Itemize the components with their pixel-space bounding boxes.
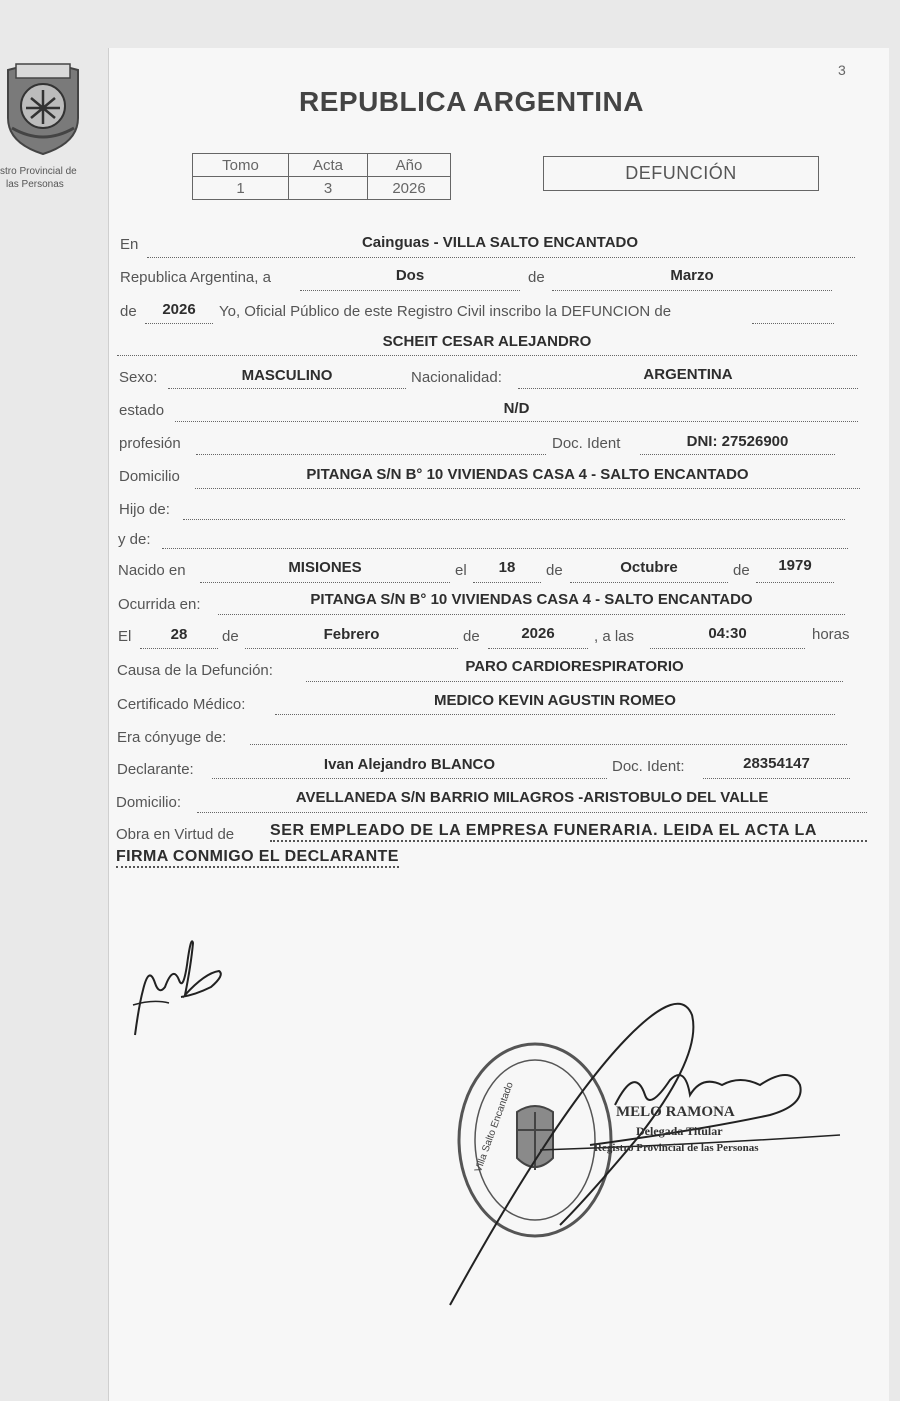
label-domicilio-declarante: Domicilio: xyxy=(116,794,182,811)
field-line-anio xyxy=(145,323,213,324)
value-causa: PARO CARDIORESPIRATORIO xyxy=(465,658,684,675)
field-line-declarante-domicilio xyxy=(197,812,867,813)
field-line-nacido-dia xyxy=(473,582,541,583)
registry-logo xyxy=(0,58,100,198)
label-en: En xyxy=(120,236,139,253)
value-nombre: SCHEIT CESAR ALEJANDRO xyxy=(382,333,592,350)
value-nacido-mes: Octubre xyxy=(620,559,678,576)
label-sexo: Sexo: xyxy=(119,369,158,386)
field-line-declarante xyxy=(212,778,607,779)
field-line-lugar xyxy=(147,257,855,258)
field-line-dia xyxy=(300,290,520,291)
document-type-box: DEFUNCIÓN xyxy=(543,156,819,191)
logo-caption-line2: las Personas xyxy=(6,179,64,190)
label-obra: Obra en Virtud de xyxy=(116,826,235,843)
label-doc-ident-declarante: Doc. Ident: xyxy=(612,758,685,775)
header-tomo: Tomo xyxy=(193,154,289,177)
registry-table xyxy=(192,153,451,200)
label-falle-de2: de xyxy=(463,628,480,645)
field-line-nacido-mes xyxy=(570,582,728,583)
header-anio: Año xyxy=(368,154,451,177)
value-hora: 04:30 xyxy=(708,625,747,642)
label-nacionalidad: Nacionalidad: xyxy=(411,369,502,386)
value-obra-line2: FIRMA CONMIGO EL DECLARANTE xyxy=(116,848,399,868)
field-line-falle-dia xyxy=(140,648,218,649)
field-line-ocurrida xyxy=(218,614,845,615)
document-title: REPUBLICA ARGENTINA xyxy=(299,86,644,117)
field-line-dni xyxy=(640,454,835,455)
label-y-de: y de: xyxy=(118,531,151,548)
label-ocurrida-en: Ocurrida en: xyxy=(118,596,201,613)
field-line-certificado xyxy=(275,714,835,715)
field-line-oficial-tail xyxy=(752,323,834,324)
field-line-hijo-de xyxy=(183,519,845,520)
field-line-y-de xyxy=(162,548,848,549)
label-causa: Causa de la Defunción: xyxy=(117,662,273,679)
stamp-inner-text: Villa Salto Encantado xyxy=(473,1080,516,1174)
field-line-conyuge xyxy=(250,744,847,745)
label-de-anio: de xyxy=(120,303,137,320)
label-profesion: profesión xyxy=(119,435,181,452)
label-hijo-de: Hijo de: xyxy=(119,501,170,518)
label-republica: Republica Argentina, a xyxy=(120,269,271,286)
value-dni: DNI: 27526900 xyxy=(686,433,789,450)
label-el: El xyxy=(118,628,132,645)
logo-caption-line1: stro Provincial de xyxy=(0,166,77,177)
field-line-nombre xyxy=(117,355,857,356)
value-domicilio: PITANGA S/N B° 10 VIVIENDAS CASA 4 - SALTO ENCANTADO xyxy=(306,466,749,483)
official-name: MELO RAMONA xyxy=(616,1104,735,1120)
value-declarante-domicilio: AVELLANEDA S/N BARRIO MILAGROS -ARISTOBULO DEL VALLE xyxy=(295,789,769,806)
field-line-declarante-doc xyxy=(703,778,850,779)
header-acta: Acta xyxy=(289,154,368,177)
value-declarante-doc: 28354147 xyxy=(743,755,810,772)
field-line-falle-mes xyxy=(245,648,458,649)
label-nacido-de2: de xyxy=(733,562,750,579)
value-declarante: Ivan Alejandro BLANCO xyxy=(323,756,496,773)
field-line-estado xyxy=(175,421,858,422)
value-falle-anio: 2026 xyxy=(521,625,555,642)
value-mes: Marzo xyxy=(670,267,714,284)
value-nacido-anio: 1979 xyxy=(778,557,812,574)
label-nacido-en: Nacido en xyxy=(118,562,186,579)
label-horas: horas xyxy=(812,626,850,643)
label-falle-de1: de xyxy=(222,628,239,645)
field-line-sexo xyxy=(168,388,406,389)
field-line-domicilio xyxy=(195,488,860,489)
label-declarante: Declarante: xyxy=(117,761,194,778)
value-falle-mes: Febrero xyxy=(323,626,380,643)
field-line-falle-anio xyxy=(488,648,588,649)
value-falle-dia: 28 xyxy=(170,626,188,643)
label-de-mes: de xyxy=(528,269,545,286)
value-nacionalidad: ARGENTINA xyxy=(643,366,733,383)
official-role: Delegada Titular xyxy=(636,1124,723,1138)
label-certificado: Certificado Médico: xyxy=(117,696,246,713)
value-anio: 2026 xyxy=(162,301,196,318)
field-line-hora xyxy=(650,648,805,649)
value-sexo: MASCULINO xyxy=(241,367,333,384)
value-lugar: Cainguas - VILLA SALTO ENCANTADO xyxy=(361,234,639,251)
field-line-mes xyxy=(552,290,832,291)
value-ocurrida: PITANGA S/N B° 10 VIVIENDAS CASA 4 - SALTO ENCANTADO xyxy=(310,591,753,608)
declarant-signature xyxy=(125,925,235,1045)
official-office: Registro Provincial de las Personas xyxy=(594,1142,759,1154)
field-line-nacionalidad xyxy=(518,388,858,389)
field-line-profesion xyxy=(196,454,546,455)
label-oficial: Yo, Oficial Público de este Registro Civil inscribo la DEFUNCION de xyxy=(219,303,672,320)
value-nacido-dia: 18 xyxy=(498,559,516,576)
label-domicilio: Domicilio xyxy=(119,468,180,485)
field-line-nacido-lugar xyxy=(200,582,450,583)
coat-of-arms-icon xyxy=(0,58,88,158)
value-obra-line1: SER EMPLEADO DE LA EMPRESA FUNERARIA. LEIDA EL ACTA LA xyxy=(270,822,867,842)
value-nacido-lugar: MISIONES xyxy=(288,559,362,576)
value-estado: N/D xyxy=(503,400,530,417)
value-acta: 3 xyxy=(289,177,368,200)
field-line-nacido-anio xyxy=(756,582,834,583)
label-nacido-de1: de xyxy=(546,562,563,579)
value-dia: Dos xyxy=(395,267,425,284)
label-conyuge: Era cónyuge de: xyxy=(117,729,227,746)
label-a-las: , a las xyxy=(594,628,635,645)
field-line-causa xyxy=(306,681,843,682)
label-doc-ident: Doc. Ident xyxy=(552,435,621,452)
value-tomo: 1 xyxy=(193,177,289,200)
page-number: 3 xyxy=(838,62,846,78)
value-anio: 2026 xyxy=(368,177,451,200)
label-nacido-el: el xyxy=(455,562,467,579)
value-certificado: MEDICO KEVIN AGUSTIN ROMEO xyxy=(434,692,676,709)
label-estado: estado xyxy=(119,402,165,419)
